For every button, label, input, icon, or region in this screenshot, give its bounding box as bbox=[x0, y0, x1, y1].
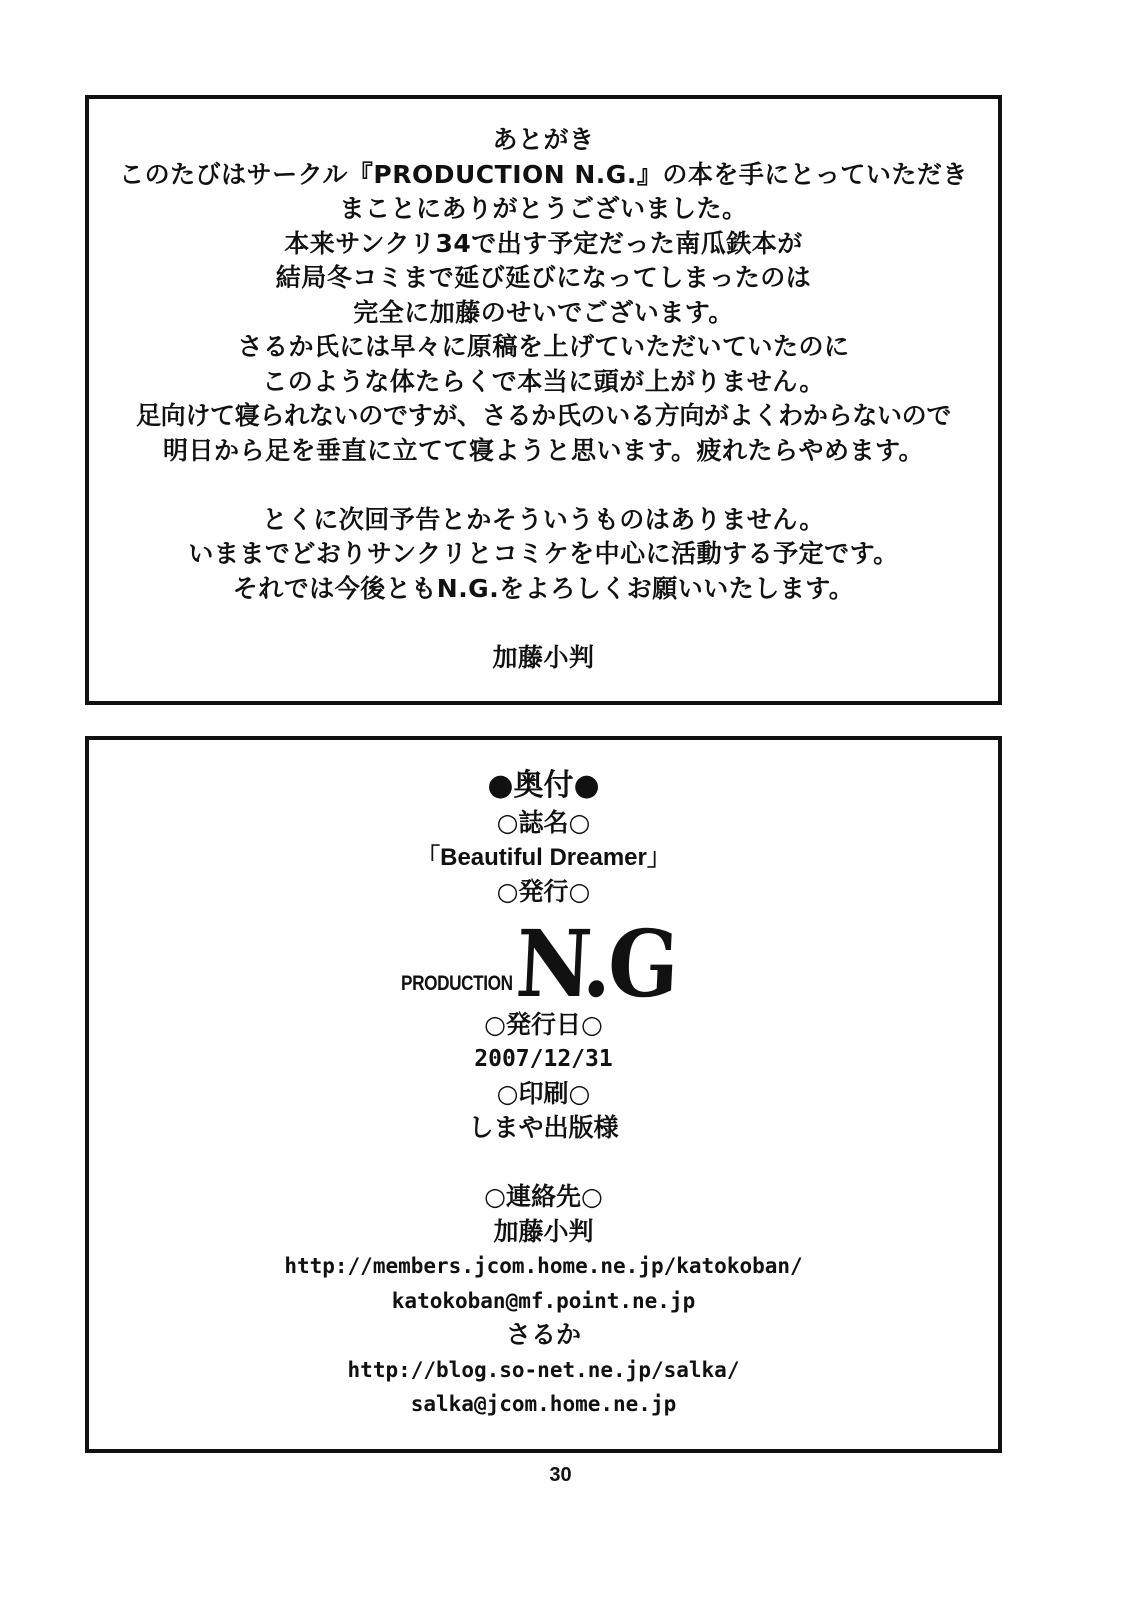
colophon-title: ●奥付● bbox=[487, 768, 600, 803]
afterword-line: いままでどおりサンクリとコミケを中心に活動する予定です。 bbox=[188, 539, 899, 568]
afterword-line: 完全に加藤のせいでございます。 bbox=[353, 297, 734, 327]
contact1-url: http://members.jcom.home.ne.jp/katokoban/ bbox=[284, 1254, 803, 1278]
afterword-line: それでは今後ともN.G.をよろしくお願いいたします。 bbox=[232, 573, 855, 603]
logo-big-text: N.G bbox=[513, 909, 678, 1018]
contact-label: ○連絡先○ bbox=[484, 1182, 603, 1211]
printer-name: しまや出版様 bbox=[468, 1113, 619, 1142]
section-gap bbox=[89, 1146, 998, 1181]
afterword-line: さるか氏には早々に原稿を上げていただいていたのに bbox=[237, 332, 850, 361]
colophon-box bbox=[85, 736, 1002, 1453]
afterword-line: とくに次回予告とかそういうものはありません。 bbox=[262, 504, 825, 534]
afterword-line: このたびはサークル『PRODUCTION N.G.』の本を手にとっていただき bbox=[119, 159, 968, 189]
paragraph-gap bbox=[89, 606, 998, 641]
magazine-name: 「Beautiful Dreamer」 bbox=[416, 843, 671, 871]
page-number: 30 bbox=[549, 1464, 572, 1486]
contact2-url: http://blog.so-net.ne.jp/salka/ bbox=[347, 1357, 740, 1382]
contact2-email: salka@jcom.home.ne.jp bbox=[410, 1392, 677, 1416]
printer-label: ○印刷○ bbox=[496, 1078, 591, 1108]
contact1-email: katokoban@mf.point.ne.jp bbox=[391, 1288, 696, 1313]
publisher-label: ○発行○ bbox=[496, 877, 591, 906]
date-label: ○発行日○ bbox=[484, 1009, 603, 1039]
afterword-box bbox=[85, 95, 1002, 705]
paragraph-gap bbox=[89, 468, 998, 503]
afterword-line: 足向けて寝られないのですが、さるか氏のいる方向がよくわからないので bbox=[135, 401, 952, 430]
afterword-heading: あとがき bbox=[492, 125, 595, 154]
logo-small-text: PRODUCTION bbox=[401, 971, 513, 995]
production-ng-logo bbox=[89, 909, 998, 1018]
afterword-line: 本来サンクリ34で出す予定だった南瓜鉄本が bbox=[284, 228, 803, 258]
afterword-line: このような体たらくで本当に頭が上がりません。 bbox=[262, 366, 825, 396]
afterword-line: まことにありがとうございました。 bbox=[339, 194, 748, 223]
afterword-signature: 加藤小判 bbox=[492, 642, 595, 672]
contact1-name: 加藤小判 bbox=[493, 1216, 594, 1246]
magazine-label: ○誌名○ bbox=[496, 808, 591, 837]
afterword-line: 明日から足を垂直に立てて寝ようと思います。疲れたらやめます。 bbox=[162, 435, 924, 465]
contact2-name: さるか bbox=[505, 1320, 581, 1349]
publication-date: 2007/12/31 bbox=[474, 1046, 613, 1072]
afterword-line: 結局冬コミまで延び延びになってしまったのは bbox=[275, 263, 812, 292]
